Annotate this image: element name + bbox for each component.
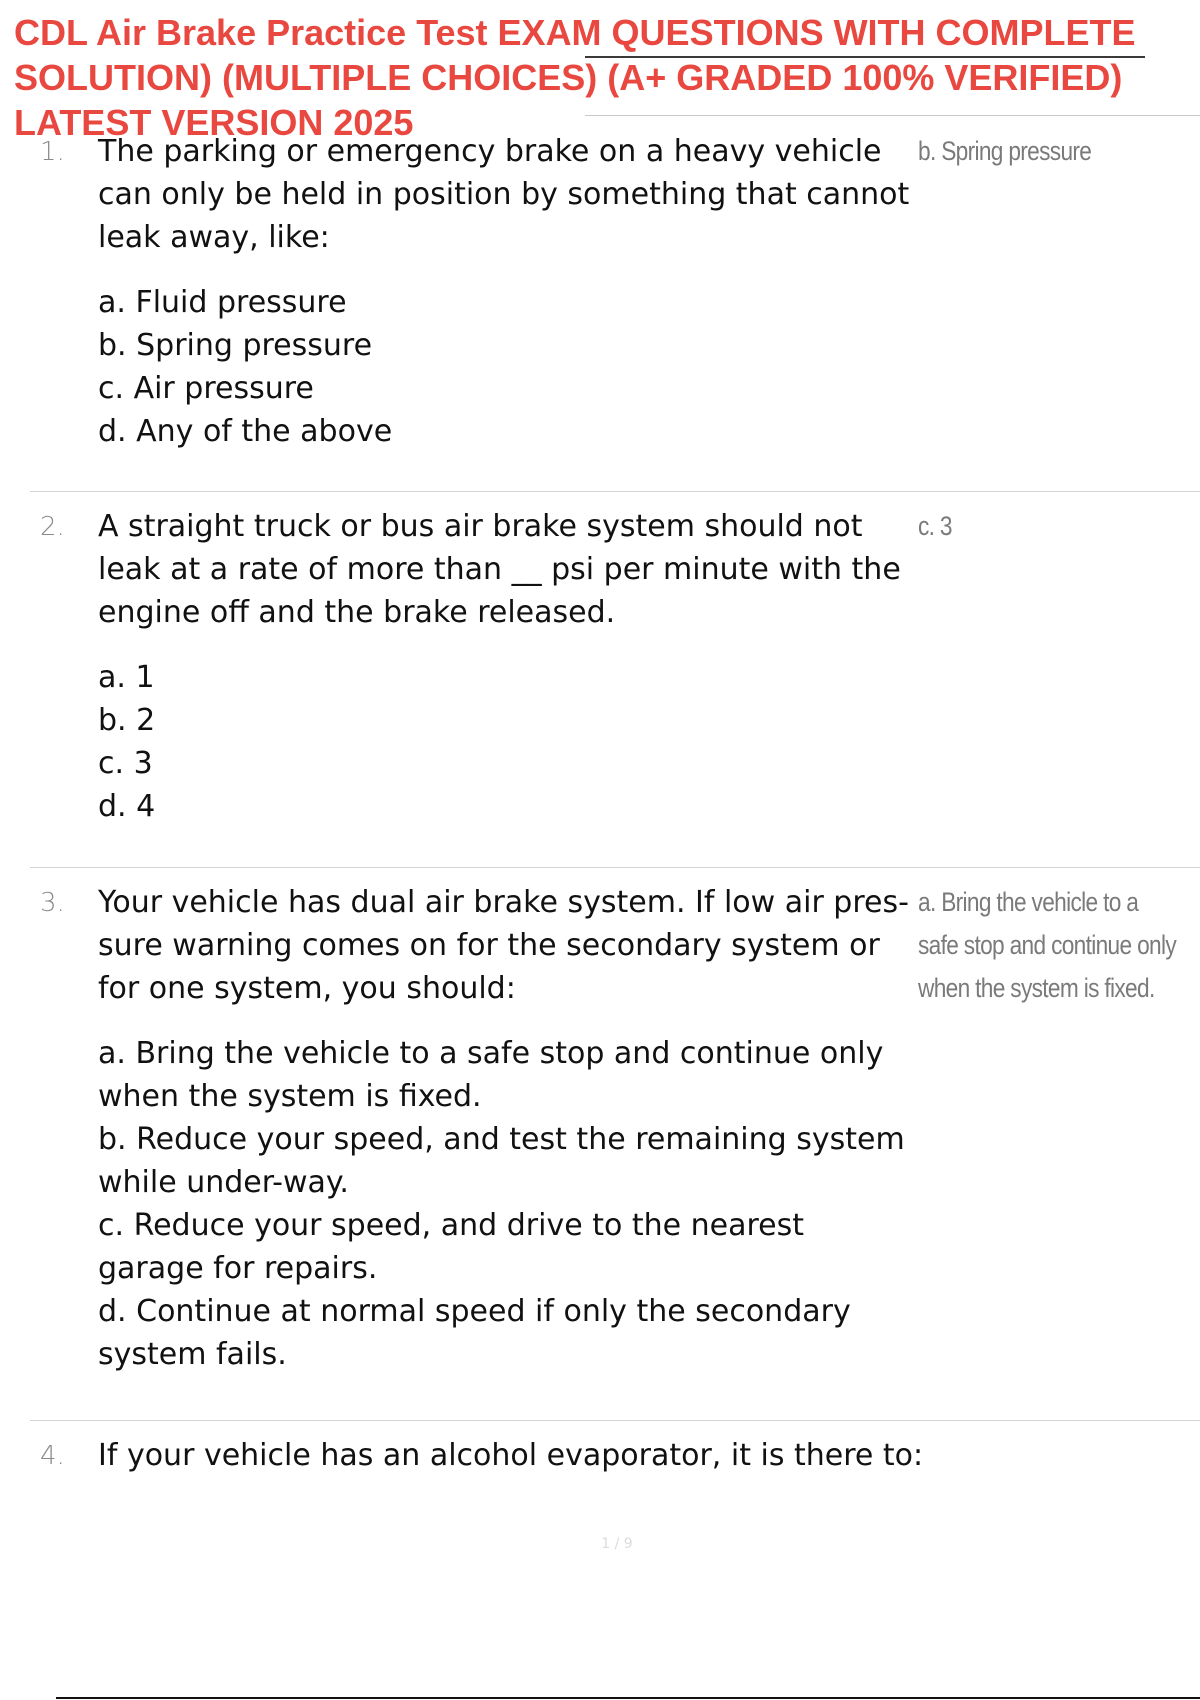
option-b: b. Spring pressure	[98, 328, 373, 363]
options-list	[98, 1032, 918, 1376]
question-text: The parking or emergency brake on a heavy vehicle can only be held in position by something that cannot leak away, like:	[98, 134, 910, 255]
question-divider	[30, 1420, 1200, 1421]
options-list	[98, 281, 918, 453]
answer-text: c. 3	[918, 511, 952, 541]
question-body	[98, 1434, 928, 1477]
option-c: c. Reduce your speed, and drive to the nearest garage for repairs.	[98, 1208, 804, 1286]
title-underline	[585, 56, 1145, 58]
table-top-rule	[585, 115, 1200, 116]
question-text: If your vehicle has an alcohol evaporator, it is there to:	[98, 1438, 924, 1473]
question-body	[98, 881, 918, 1376]
question-number: 3.	[40, 888, 65, 918]
option-a: a. 1	[98, 660, 155, 695]
question-body	[98, 130, 918, 453]
question-text: Your vehicle has dual air brake system. If low air pres- sure warning comes on for the secondary system or for one system, you should:	[98, 885, 909, 1006]
option-a: a. Bring the vehicle to a safe stop and continue only when the system is fixed.	[98, 1036, 884, 1114]
question-number: 1.	[40, 137, 65, 167]
question-body	[98, 505, 918, 828]
options-list	[98, 656, 918, 828]
option-c: c. 3	[98, 746, 153, 781]
option-a: a. Fluid pressure	[98, 285, 347, 320]
option-b: b. Reduce your speed, and test the remaining system while under-way.	[98, 1122, 905, 1200]
page-number: 1 / 9	[601, 1536, 633, 1552]
footer-rule	[56, 1697, 1200, 1699]
question-divider	[30, 867, 1200, 868]
option-d: d. 4	[98, 789, 156, 824]
answer-text: b. Spring pressure	[918, 136, 1092, 166]
answer-text: a. Bring the vehicle to a safe stop and continue only when the system is fixed.	[918, 887, 1176, 1003]
question-text: A straight truck or bus air brake system should not leak at a rate of more than __ psi per minute with the engine off and the brake released.	[98, 509, 901, 630]
question-divider	[30, 491, 1200, 492]
option-c: c. Air pressure	[98, 371, 314, 406]
option-d: d. Continue at normal speed if only the secondary system fails.	[98, 1294, 851, 1372]
question-number: 2.	[40, 512, 65, 542]
question-number: 4.	[40, 1441, 65, 1471]
option-d: d. Any of the above	[98, 414, 393, 449]
document-title: CDL Air Brake Practice Test EXAM QUESTIONS WITH COMPLETE SOLUTION) (MULTIPLE CHOICES) (A+ GRADED 100% VERIFIED) LATEST VERSION 2025	[14, 12, 1136, 143]
option-b: b. 2	[98, 703, 156, 738]
